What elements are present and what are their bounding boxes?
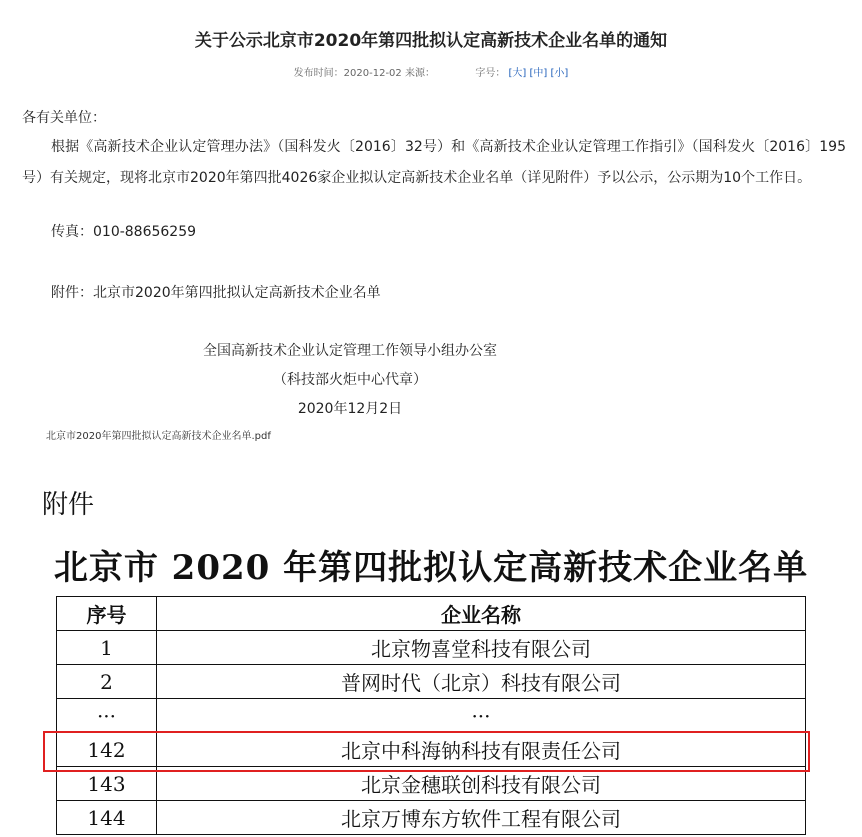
- row-company: ···: [157, 699, 806, 733]
- row-number: 2: [57, 665, 157, 699]
- notice-paragraph: 根据《高新技术企业认定管理办法》（国科发火〔2016〕32号）和《高新技术企业认定管理工作指引》（国科发火〔2016〕195号）有关规定，现将北京市2020年第四批4026家企业拟认定高新技术企业名单（详见附件）予以公示，公示期为10个工作日。: [22, 139, 846, 186]
- source-label: 来源：: [404, 68, 435, 79]
- pdf-attachment-link[interactable]: 北京市2020年第四批拟认定高新技术企业名单.pdf: [46, 431, 271, 442]
- row-company: 北京万博东方软件工程有限公司: [157, 801, 806, 835]
- row-number: 144: [57, 801, 157, 835]
- row-company: 北京物喜堂科技有限公司: [157, 631, 806, 665]
- row-number: 143: [57, 767, 157, 801]
- row-company: 北京金穗联创科技有限公司: [157, 767, 806, 801]
- table-header-row: [57, 597, 806, 631]
- row-company: 北京中科海钠科技有限责任公司: [157, 733, 806, 767]
- table-row: [57, 631, 806, 665]
- publish-date: 2020-12-02: [343, 68, 402, 79]
- row-company: 普网时代（北京）科技有限公司: [157, 665, 806, 699]
- font-size-medium-link[interactable]: [中]: [529, 68, 548, 79]
- attachment-title: 北京市 2020 年第四批拟认定高新技术企业名单: [53, 548, 809, 588]
- font-size-small-link[interactable]: [小]: [550, 68, 569, 79]
- attachment-line: 附件：北京市2020年第四批拟认定高新技术企业名单: [51, 285, 381, 301]
- signature-proxy: （科技部火炬中心代章）: [273, 372, 427, 388]
- notice-title: 关于公示北京市2020年第四批拟认定高新技术企业名单的通知: [194, 31, 668, 51]
- col-header-number: 序号: [57, 597, 157, 631]
- row-number: 142: [57, 733, 157, 767]
- row-number: 1: [57, 631, 157, 665]
- font-size-large-link[interactable]: [大]: [508, 68, 527, 79]
- col-header-company: 企业名称: [157, 597, 806, 631]
- addressee: 各有关单位：: [22, 110, 106, 126]
- highlight-box: [43, 731, 810, 772]
- fax-number: 传真：010-88656259: [51, 224, 197, 240]
- font-size-label: 字号：: [475, 68, 506, 79]
- signature-org: 全国高新技术企业认定管理工作领导小组办公室: [203, 343, 497, 359]
- company-table: [56, 596, 806, 835]
- table-row: [57, 699, 806, 733]
- table-row: [57, 665, 806, 699]
- signature-date: 2020年12月2日: [297, 401, 403, 417]
- row-number: ···: [57, 699, 157, 733]
- publish-label: 发布时间：: [293, 68, 344, 79]
- attachment-label: 附件: [42, 490, 95, 520]
- table-row: [57, 801, 806, 835]
- notice-meta: [0, 64, 862, 79]
